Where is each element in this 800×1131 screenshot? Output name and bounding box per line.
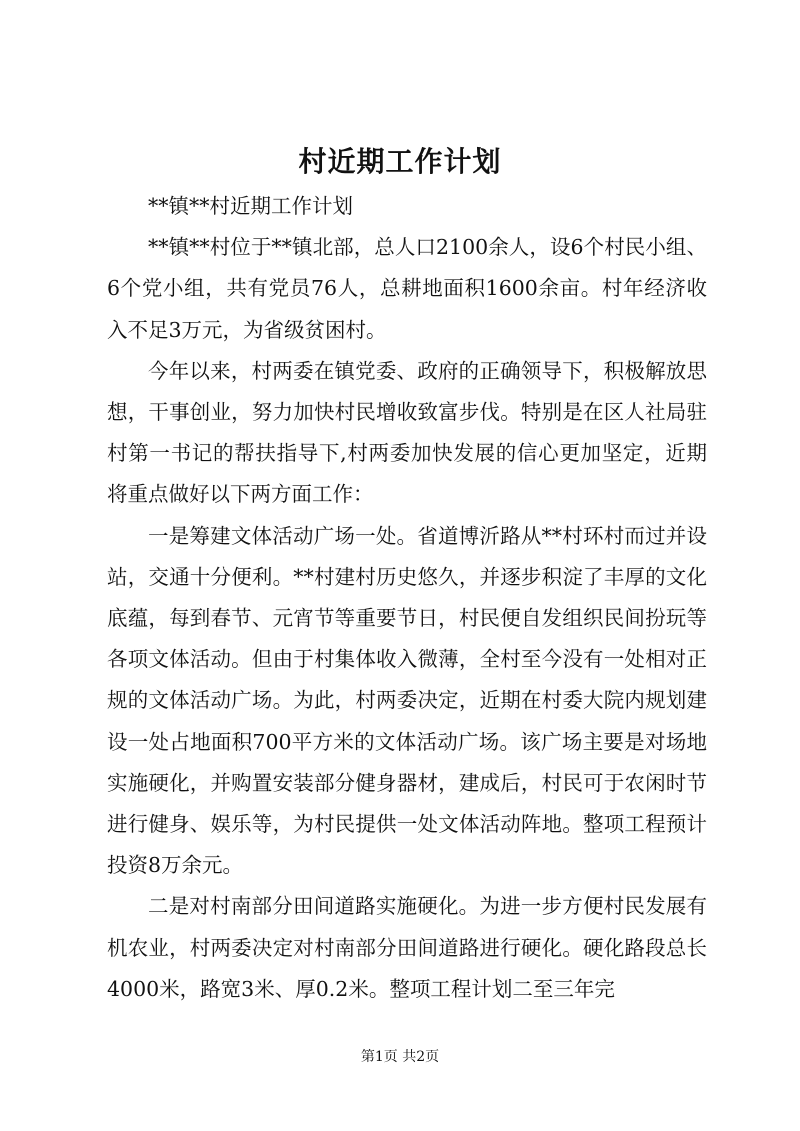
- paragraph-village-overview: **镇**村位于**镇北部，总人口2100余人，设6个村民小组、6个党小组，共有党员76人，总耕地面积1600余亩。村年经济收入不足3万元，为省级贫困村。: [107, 235, 707, 342]
- paragraph-road-plan: 二是对村南部分田间道路实施硬化。为进一步方便村民发展有机农业，村两委决定对村南部分田间道路进行硬化。硬化路段总长4000米，路宽3米、厚0.2米。整项工程计划二至三年完: [107, 894, 707, 1001]
- page-footer: 第1页 共2页: [360, 1049, 440, 1065]
- paragraph-work-intro: 今年以来，村两委在镇党委、政府的正确领导下，积极解放思想，干事创业，努力加快村民增收致富步伐。特别是在区人社局驻村第一书记的帮扶指导下,村两委加快发展的信心更加坚定，近期将重点做好以下两方面工作：: [107, 358, 707, 507]
- document-title: 村近期工作计划: [298, 145, 502, 178]
- paragraph-plaza-plan: 一是筹建文体活动广场一处。省道博沂路从**村环村而过并设站，交通十分便利。**村建村历史悠久，并逐步积淀了丰厚的文化底蕴，每到春节、元宵节等重要节日，村民便自发组织民间扮玩等各项文体活动。但由于村集体收入微薄，全村至今没有一处相对正规的文体活动广场。为此，村两委决定，近期在村委大院内规划建设一处占地面积700平方米的文体活动广场。该广场主要是对场地实施硬化，并购置安装部分健身器材，建成后，村民可于农闲时节进行健身、娱乐等，为村民提供一处文体活动阵地。整项工程预计投资8万余元。: [107, 523, 707, 878]
- document-body: [107, 186, 707, 1010]
- paragraph-subtitle: **镇**村近期工作计划: [148, 194, 353, 218]
